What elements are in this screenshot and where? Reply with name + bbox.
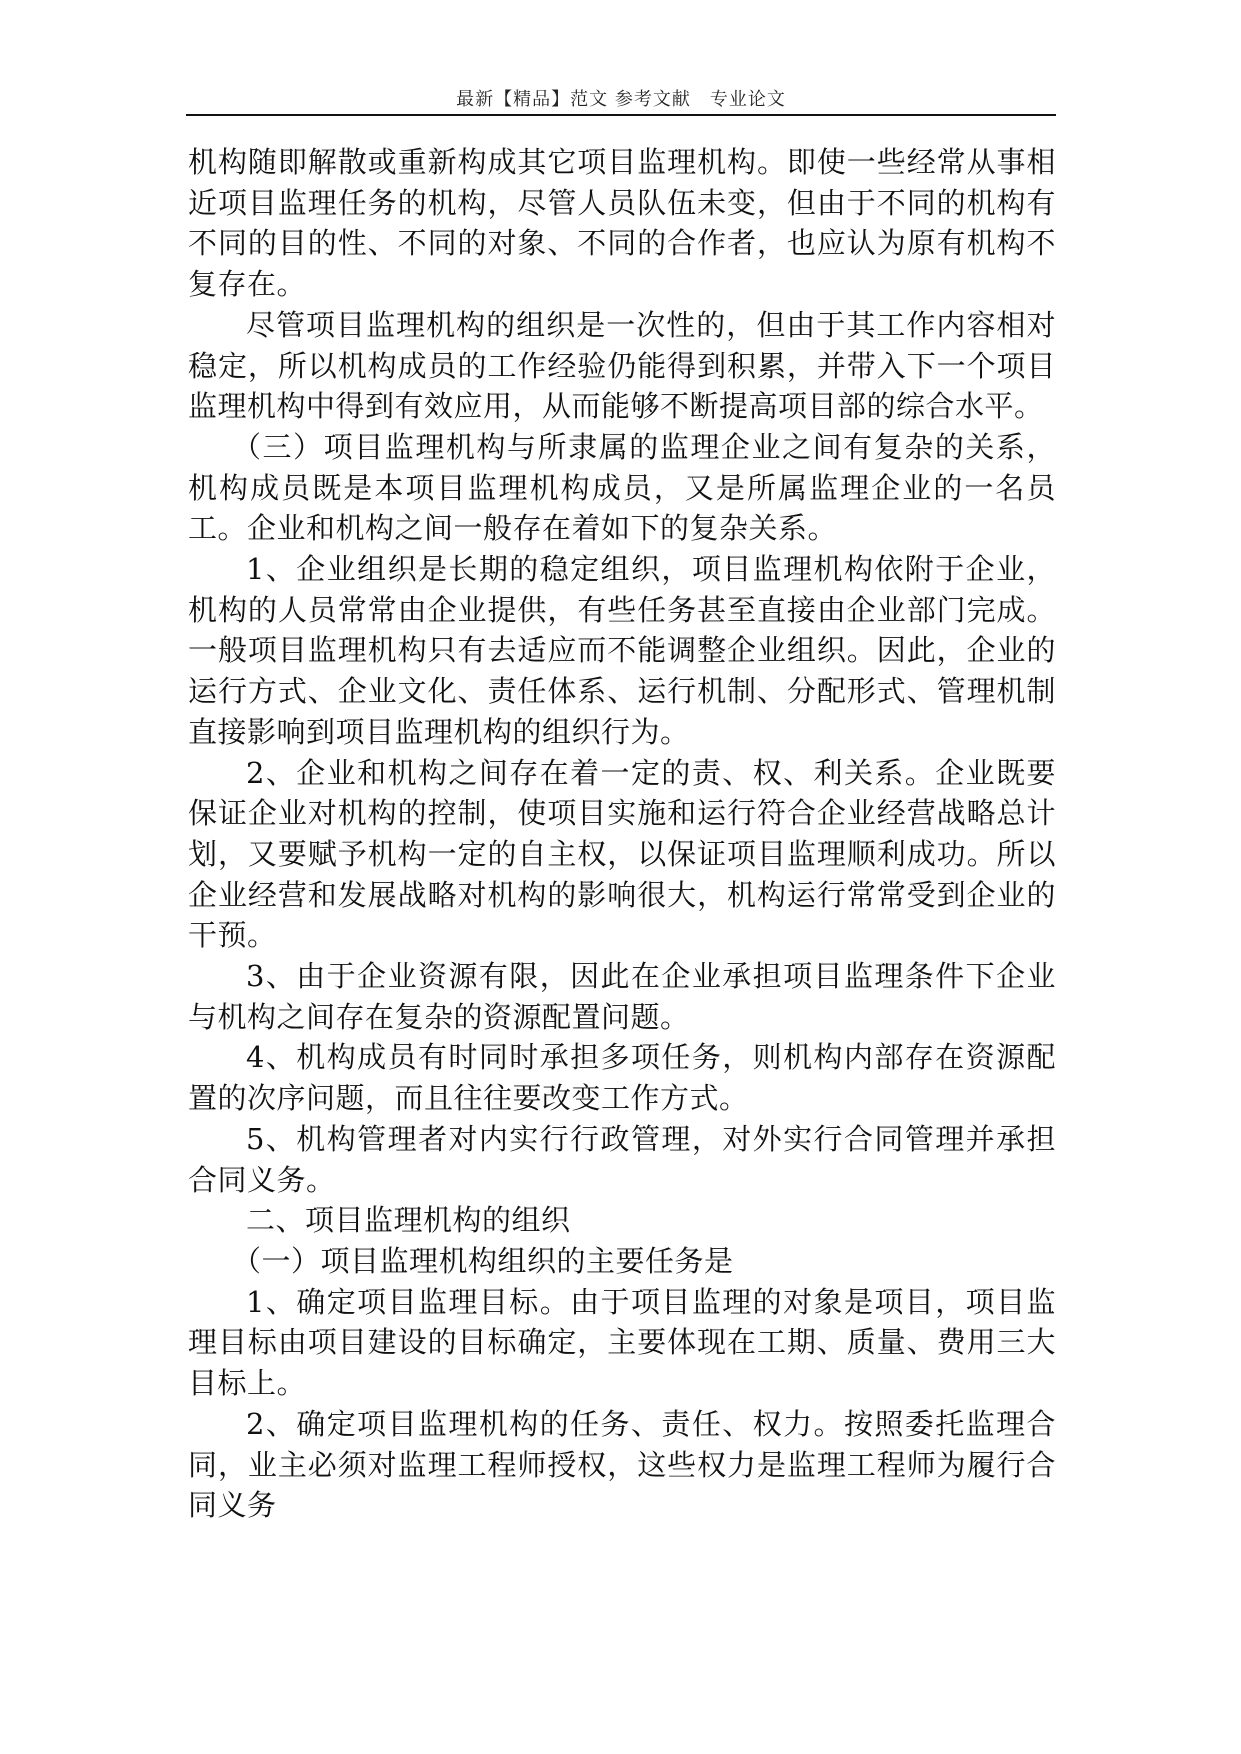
paragraph-item-1: 1、企业组织是长期的稳定组织，项目监理机构依附于企业，机构的人员常常由企业提供，有些任务甚至直接由企业部门完成。一般项目监理机构只有去适应而不能调整企业组织。因此，企业的运行方式、企业文化、责任体系、运行机制、分配形式、管理机制直接影响到项目监理机构的组织行为。 — [188, 552, 1056, 749]
paragraph-item-4: 4、机构成员有时同时承担多项任务，则机构内部存在资源配置的次序问题，而且往往要改变工作方式。 — [188, 1040, 1056, 1116]
paragraph-item-2: 2、企业和机构之间存在着一定的责、权、利关系。企业既要保证企业对机构的控制，使项目实施和运行符合企业经营战略总计划，又要赋予机构一定的自主权，以保证项目监理顺利成功。所以企业经营和发展战略对机构的影响很大，机构运行常常受到企业的干预。 — [188, 755, 1056, 953]
subsection-heading-1: （一）项目监理机构组织的主要任务是 — [232, 1243, 734, 1278]
paragraph-task-1: 1、确定项目监理目标。由于项目监理的对象是项目，项目监理目标由项目建设的目标确定，主要体现在工期、质量、费用三大目标上。 — [188, 1284, 1056, 1401]
paragraph-task-2: 2、确定项目监理机构的任务、责任、权力。按照委托监理合同，业主必须对监理工程师授权，这些权力是监理工程师为履行合同义务 — [188, 1406, 1056, 1523]
paragraph-section-3: （三）项目监理机构与所隶属的监理企业之间有复杂的关系，机构成员既是本项目监理机构成员，又是所属监理企业的一名员工。企业和机构之间一般存在着如下的复杂关系。 — [188, 429, 1056, 546]
page-header: 最新【精品】范文 参考文献 专业论文 — [456, 89, 786, 110]
header-divider — [186, 114, 1056, 116]
section-heading-2: 二、项目监理机构的组织 — [246, 1203, 571, 1238]
paragraph-item-3: 3、由于企业资源有限，因此在企业承担项目监理条件下企业与机构之间存在复杂的资源配置问题。 — [188, 959, 1056, 1034]
paragraph-item-5: 5、机构管理者对内实行行政管理，对外实行合同管理并承担合同义务。 — [188, 1121, 1056, 1197]
paragraph-continuation: 机构随即解散或重新构成其它项目监理机构。即使一些经常从事相近项目监理任务的机构，尽管人员队伍未变，但由于不同的机构有不同的目的性、不同的对象、不同的合作者，也应认为原有机构不复存在。 — [188, 145, 1056, 302]
paragraph-one-time-organization: 尽管项目监理机构的组织是一次性的，但由于其工作内容相对稳定，所以机构成员的工作经验仍能得到积累，并带入下一个项目监理机构中得到有效应用，从而能够不断提高项目部的综合水平。 — [188, 307, 1056, 424]
document-body — [188, 142, 1056, 1526]
